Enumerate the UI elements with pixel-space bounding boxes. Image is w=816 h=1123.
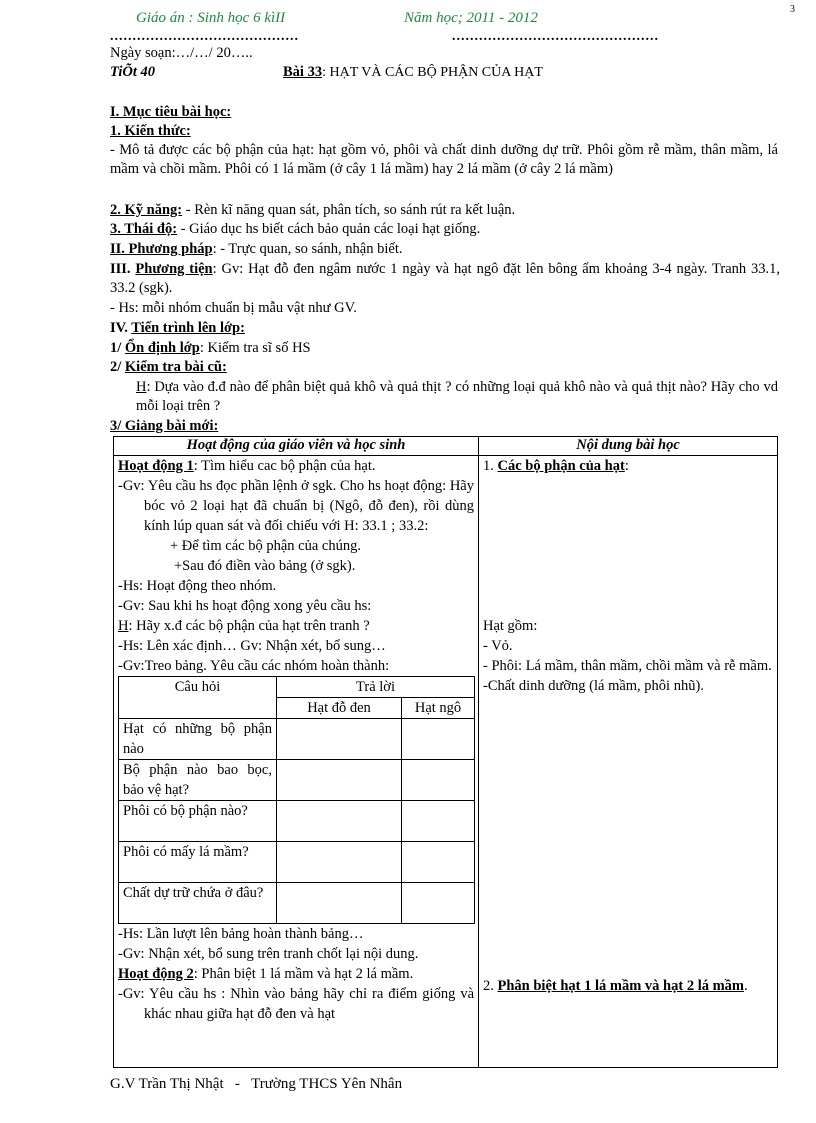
means-text: : Gv: Hạt đỗ đen ngâm nước 1 ngày và hạt ngô đặt lên bông ẩm khoảng 3-4 ngày. Tranh 33.1, 33.2 (sgk).: [110, 261, 780, 296]
hs2: -Hs: Lên xác định… Gv: Nhận xét, bổ sung…: [118, 638, 386, 654]
progress-heading: IV. Tiến trình lên lớp:: [110, 320, 245, 336]
attitude-heading: 3. Thái độ:: [110, 221, 178, 237]
methods-text: : - Trực quan, so sánh, nhận biết.: [212, 241, 403, 257]
methods-line: [110, 240, 780, 259]
lesson-period: TiÕt 40: [110, 64, 155, 80]
inner-h-corn: Hạt ngô: [402, 698, 475, 719]
inner-q4: Phôi có mấy lá mầm?: [119, 842, 277, 883]
lesson-title-text: : HẠT VÀ CÁC BỘ PHẬN CỦA HẠT: [322, 65, 543, 80]
hs1: -Hs: Hoạt động theo nhóm.: [118, 578, 277, 594]
inner-h-question: Câu hỏi: [119, 677, 277, 719]
s1-line: 1/ Ổn định lớp: Kiểm tra sĩ số HS: [110, 340, 311, 356]
gv1-sub2: +Sau đó điền vào bảng (ở sgk).: [174, 558, 356, 574]
inner-q1: Hạt có những bộ phận nào: [119, 719, 277, 760]
s2-question: [136, 378, 778, 416]
gv3: -Gv:Treo bảng. Yêu cầu các nhóm hoàn thành:: [118, 658, 390, 674]
act2-text: : Phân biệt 1 lá mầm và hạt 2 lá mầm.: [193, 966, 414, 982]
date-line: Ngày soạn:…/…/ 20…..: [110, 45, 253, 61]
col1-header: Hoạt động của giáo viên và học sinh: [114, 437, 479, 456]
page-number: 3: [790, 4, 795, 15]
means-line: III. Phương tiện: Gv: Hạt đỗ đen ngâm nước 1 ngày và hạt ngô đặt lên bông ẩm khoảng 3-4 ngày. Tranh 33.1, 33.2 (sgk).: [110, 261, 780, 296]
right-s2-title: Phân biệt hạt 1 lá mầm và hạt 2 lá mầm: [497, 978, 744, 994]
h-label: H: [118, 618, 129, 634]
header-year: Năm học; 2011 - 2012: [404, 10, 538, 26]
right-chat: -Chất dinh dưỡng (lá mầm, phôi nhũ).: [483, 678, 704, 694]
s3-heading: 3/ Giảng bài mới:: [110, 418, 219, 434]
s2-q-label: H: [136, 379, 147, 395]
lesson-table: [113, 436, 778, 1068]
act1-label: Hoạt động 1: [118, 458, 194, 474]
hs3: -Hs: Lần lượt lên bảng hoàn thành bảng…: [118, 926, 364, 942]
means-hs: - Hs: mỗi nhóm chuẩn bị mẫu vật như GV.: [110, 300, 357, 316]
s1-heading: Ổn định lớp: [124, 340, 200, 356]
attitude-text: - Giáo dục hs biết cách bảo quản các loại hạt giống.: [177, 221, 481, 237]
s2-q-text: : Dựa vào đ.đ nào để phân biệt quả khô và quả thịt ? có những loại quả khô nào và quả thịt nào? Hãy cho vd mỗi loại trên ?: [136, 379, 778, 414]
lesson-title: [283, 64, 543, 81]
lesson-number: Bài 33: [283, 64, 323, 80]
skills-heading: 2. Kỹ năng:: [110, 202, 183, 218]
header-subject: Giáo án : Sinh học 6 kìII: [136, 10, 286, 26]
knowledge-heading: 1. Kiến thức:: [110, 123, 191, 139]
activities-cell: Hoạt động 1: Tìm hiểu cac bộ phận của hạt. -Gv: Yêu cầu hs đọc phần lệnh ở sgk. Cho hs hoạt động: Hãy bóc vỏ 2 loại hạt đã chuẩn bị (Ngô, đỗ đen), rồi dùng kính lúp quan sát và đối chiếu với H: 33.1 ; 33.2: + Để tìm các bộ phận của chúng. +Sau đó điền vào bảng (ở sgk). -Hs: Hoạt động theo nhóm. -Gv: Sau khi hs hoạt động xong yêu cầu hs: H: Hãy x.đ các bộ phận của hạt trên tranh ? -Hs: Lên xác định… Gv: Nhận xét, bổ sung… -Gv:Treo bảng. Yêu cầu các nhóm hoàn thành: Câu hỏi Trả lời Hạt đỗ đen Hạt ngô Hạt có những bộ phận nào Bộ phận nào bao bọc, bảo vệ hạt? Phôi có bộ phận nào? Phôi có mấy lá mầm? Chất dự trữ chứa ở đâu? -Hs: Lần lượt lên bảng hoàn thành bảng… -Gv: Nhận xét, bổ sung trên tranh chốt lại nội dung. Hoạt động 2: Phân biệt 1 lá mầm và hạt 2 lá mầm. -Gv: Yêu cầu hs : Nhìn vào bảng hãy chỉ ra điểm giống và khác nhau giữa hạt đỗ đen và hạt: [114, 456, 479, 1068]
gv1-text: Yêu cầu hs đọc phần lệnh ở sgk. Cho hs hoạt động: Hãy bóc vỏ 2 loại hạt đã chuẩn bị (Ngô, đỗ đen), rồi dùng kính lúp quan sát và đối chiếu với H: 33.1 ; 33.2:: [144, 478, 474, 534]
skills-text: - Rèn kĩ năng quan sát, phân tích, so sánh rút ra kết luận.: [182, 202, 516, 218]
h-text: : Hãy x.đ các bộ phận của hạt trên tranh ?: [128, 618, 370, 634]
right-hat-gom: Hạt gồm:: [483, 618, 538, 634]
right-phoi: - Phôi: Lá mầm, thân mầm, chồi mầm và rễ mầm.: [483, 658, 772, 674]
col2-header: Nội dung bài học: [479, 437, 778, 456]
act2-label: Hoạt động 2: [118, 966, 194, 982]
inner-h-answer: Trả lời: [277, 677, 475, 698]
content-cell: 1. Các bộ phận của hạt: Hạt gồm: - Vỏ. - Phôi: Lá mầm, thân mầm, chồi mầm và rễ mầm. -Chất dinh dưỡng (lá mầm, phôi nhũ). 2. Phân biệt hạt 1 lá mầm và hạt 2 lá mầm.: [479, 456, 778, 1068]
act1-text: : Tìm hiểu cac bộ phận của hạt.: [193, 458, 376, 474]
footer: [110, 1076, 402, 1093]
header-dots-right: ..............................................: [452, 29, 659, 44]
footer-teacher: G.V Trần Thị Nhật: [110, 1076, 224, 1092]
gv5: -Gv: Yêu cầu hs : Nhìn vào bảng hãy chỉ ra điểm giống và khác nhau giữa hạt đỗ đen và hạt: [118, 986, 474, 1022]
inner-q2: Bộ phận nào bao bọc, bảo vệ hạt?: [119, 760, 277, 801]
header-dots-left: ..........................................: [110, 29, 299, 44]
footer-school: Trường THCS Yên Nhân: [251, 1076, 403, 1092]
gv2: -Gv: Sau khi hs hoạt động xong yêu cầu hs:: [118, 598, 372, 614]
s2-heading: 2/ Kiểm tra bài cũ:: [110, 359, 227, 375]
objectives-heading: I. Mục tiêu bài học:: [110, 104, 232, 120]
footer-sep: -: [234, 1076, 240, 1092]
attitude-line: [110, 220, 780, 239]
inner-q3: Phôi có bộ phận nào?: [119, 801, 277, 842]
right-s1-title: Các bộ phận của hạt: [497, 458, 625, 474]
right-vo: - Vỏ.: [483, 638, 513, 654]
inner-q5: Chất dự trữ chứa ở đâu?: [119, 883, 277, 924]
inner-h-bean: Hạt đỗ đen: [277, 698, 402, 719]
skills-line: [110, 201, 780, 220]
methods-heading: II. Phương pháp: [110, 241, 213, 257]
means-heading: Phương tiện: [135, 261, 213, 277]
inner-table: [118, 676, 475, 924]
knowledge-text: - Mô tả được các bộ phận của hạt: hạt gồm vỏ, phôi và chất dinh dưỡng dự trữ. Phôi gồm rễ mầm, thân mầm, lá mầm và chồi mầm. Phôi có 1 lá mầm (ở cây 1 lá mầm) hay 2 lá mầm (ở cây 2 lá mầm): [110, 142, 778, 177]
gv1-sub1: + Để tìm các bộ phận của chúng.: [170, 538, 361, 554]
s1-text: : Kiểm tra sĩ số HS: [199, 340, 311, 356]
gv4: -Gv: Nhận xét, bổ sung trên tranh chốt lại nội dung.: [118, 946, 419, 962]
